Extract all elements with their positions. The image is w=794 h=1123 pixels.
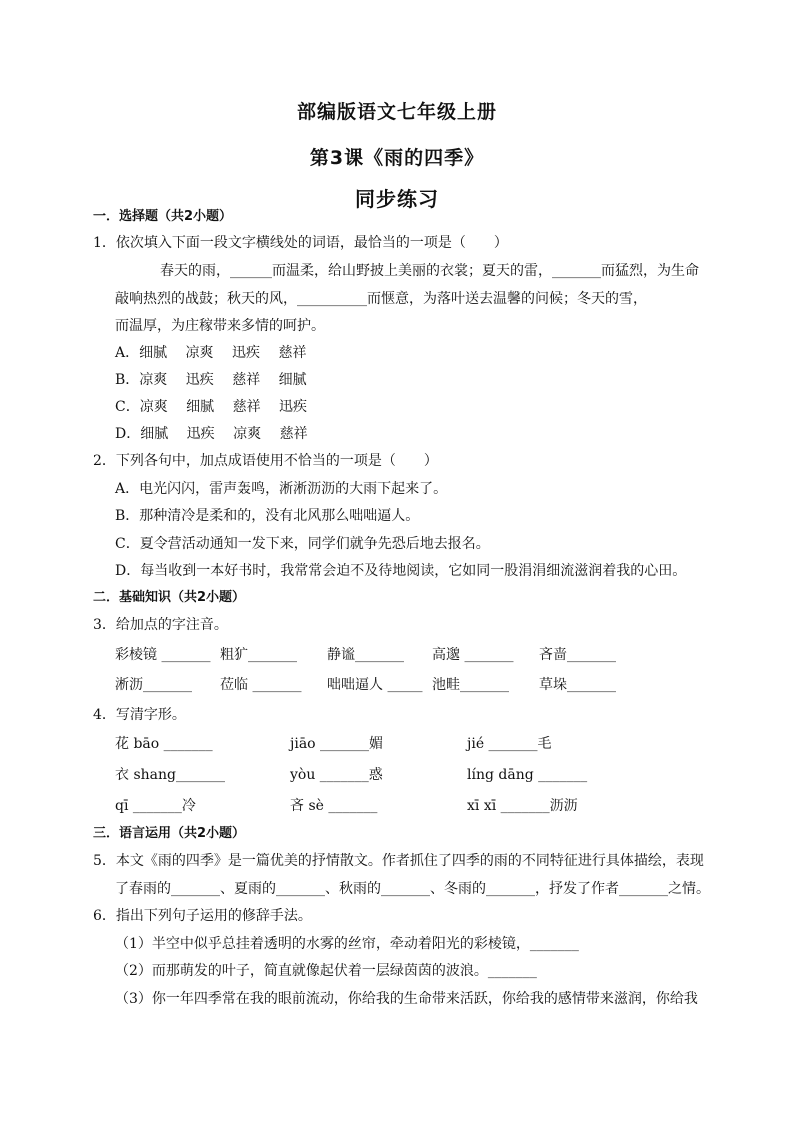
section3-heading: 三．语言运用（共2小题） bbox=[93, 826, 246, 841]
q3-row1-item: 粗犷_______ bbox=[220, 647, 297, 663]
title-lesson: 第3课《雨的四季》 bbox=[309, 147, 485, 169]
q3-row2-item: 咄咄逼人 _____ bbox=[327, 677, 423, 693]
q3-row2-item: 草垛_______ bbox=[539, 677, 616, 693]
section2-heading: 二．基础知识（共2小题） bbox=[93, 590, 246, 605]
q1-option-a: A．细腻 凉爽 迅疾 慈祥 bbox=[115, 345, 307, 361]
q2-option-d: D．每当收到一本好书时，我常常会迫不及待地阅读，它如同一股涓涓细流滋润着我的心田。 bbox=[115, 563, 687, 579]
q3-stem: 3．给加点的字注音。 bbox=[93, 617, 228, 633]
q4-row1-item: jiāo _______媚 bbox=[290, 736, 384, 752]
q6-stem: 6．指出下列句子运用的修辞手法。 bbox=[93, 908, 312, 924]
q4-row1-item: 花 bāo _______ bbox=[115, 736, 213, 752]
q3-row1-item: 彩棱镜 _______ bbox=[115, 647, 211, 663]
q1-passage-line2: 敲响热烈的战鼓；秋天的风，__________而惬意，为落叶送去温馨的问候；冬天的雪， bbox=[115, 291, 647, 307]
q2-option-c: C．夏令营活动通知一发下来，同学们就争先恐后地去报名。 bbox=[115, 536, 490, 552]
q3-row1-item: 吝啬_______ bbox=[539, 647, 616, 663]
q1-passage-line1: 春天的雨，______而温柔，给山野披上美丽的衣裳；夏天的雷，_______而猛烈，为生命 bbox=[160, 263, 699, 279]
q1-passage-line3: 而温厚，为庄稼带来多情的呵护。 bbox=[115, 318, 325, 334]
q4-row3-item: qī _______冷 bbox=[115, 798, 196, 814]
q4-row2-item: 衣 shang_______ bbox=[115, 767, 225, 783]
q4-stem: 4．写清字形。 bbox=[93, 707, 186, 723]
q2-stem: 2．下列各句中，加点成语使用不恰当的一项是（ ） bbox=[93, 453, 438, 469]
q5-line2: 了春雨的_______、夏雨的_______、秋雨的_______、冬雨的_______，抒发了作者_______之情。 bbox=[115, 881, 710, 897]
q2-option-b: B．那种清冷是柔和的，没有北风那么咄咄逼人。 bbox=[115, 508, 420, 524]
q4-row1-item: jié _______毛 bbox=[467, 736, 552, 752]
q3-row2-item: 淅沥_______ bbox=[115, 677, 192, 693]
q6-item: （3）你一年四季常在我的眼前流动，你给我的生命带来活跃，你给我的感情带来滋润，你给我 bbox=[115, 991, 698, 1007]
q5-line1: 5．本文《雨的四季》是一篇优美的抒情散文。作者抓住了四季的雨的不同特征进行具体描绘，表现 bbox=[93, 853, 704, 869]
q4-row2-item: yòu _______惑 bbox=[290, 767, 383, 783]
q3-row1-item: 高邈 _______ bbox=[432, 647, 514, 663]
section1-heading: 一．选择题（共2小题） bbox=[93, 209, 233, 224]
q3-row2-item: 莅临 _______ bbox=[220, 677, 302, 693]
q1-option-b: B．凉爽 迅疾 慈祥 细腻 bbox=[115, 372, 307, 388]
q2-option-a: A．电光闪闪，雷声轰鸣，淅淅沥沥的大雨下起来了。 bbox=[115, 481, 448, 497]
q3-row2-item: 池畦_______ bbox=[432, 677, 509, 693]
q1-stem: 1．依次填入下面一段文字横线处的词语，最恰当的一项是（ ） bbox=[93, 235, 508, 251]
q4-row3-item: xī xī _______沥沥 bbox=[467, 798, 578, 814]
title-exercise: 同步练习 bbox=[355, 187, 439, 211]
q4-row3-item: 吝 sè _______ bbox=[290, 798, 378, 814]
title-textbook: 部编版语文七年级上册 bbox=[296, 101, 497, 123]
q6-item: （1）半空中似乎总挂着透明的水雾的丝帘，牵动着阳光的彩棱镜，_______ bbox=[115, 936, 579, 952]
q3-row1-item: 静谧_______ bbox=[327, 647, 404, 663]
q6-item: （2）而那萌发的叶子，简直就像起伏着一层绿茵茵的波浪。_______ bbox=[115, 963, 537, 979]
q1-option-d: D．细腻 迅疾 凉爽 慈祥 bbox=[115, 426, 308, 442]
q1-option-c: C．凉爽 细腻 慈祥 迅疾 bbox=[115, 399, 308, 415]
q4-row2-item: líng dāng _______ bbox=[467, 767, 588, 783]
